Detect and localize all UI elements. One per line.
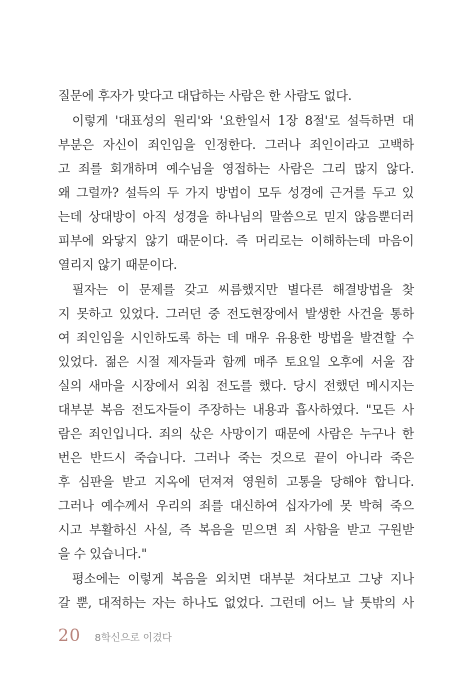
body-text-line: 평소에는 이렇게 복음을 외치면 대부분 쳐다보고 그냥 지나 xyxy=(72,571,414,586)
body-text-line: 이렇게 '대표성의 원리'와 '요한일서 1장 8절'로 설득하면 대 xyxy=(72,113,414,128)
body-text-line: 왜 그럴까? 설득의 두 가지 방법이 모두 성경에 근거를 두고 있 xyxy=(58,185,414,200)
body-text-line: 있었다. 젊은 시절 제자들과 함께 매주 토요일 오후에 서울 잠 xyxy=(58,354,414,369)
running-title: 8학신으로 이겼다 xyxy=(94,633,172,644)
body-text-line: 는데 상대방이 아직 성경을 하나님의 말씀으로 믿지 않음뿐더러 xyxy=(58,209,414,224)
body-text-line: 후 심판을 받고 지옥에 던져져 영원히 고통을 당해야 합니다. xyxy=(58,474,414,489)
body-text-line: 지 못하고 있었다. 그러던 중 전도현장에서 발생한 사건을 통하 xyxy=(58,306,414,321)
body-text-line: 람은 죄인입니다. 죄의 삯은 사망이기 때문에 사람은 누구나 한 xyxy=(58,426,414,441)
body-text-line: 피부에 와닿지 않기 때문이다. 즉 머리로는 이해하는데 마음이 xyxy=(58,233,414,248)
body-text-line: 시고 부활하신 사실, 즉 복음을 믿으면 죄 사함을 받고 구원받 xyxy=(58,522,414,537)
body-text-line: 갈 뿐, 대적하는 자는 하나도 없었다. 그런데 어느 날 툿밖의 사 xyxy=(58,595,414,610)
page-number: 20 xyxy=(58,626,81,646)
body-text-line: 부분은 자신이 죄인임을 인정한다. 그러나 죄인이라고 고백하 xyxy=(58,137,414,152)
body-text-line: 질문에 후자가 맞다고 대답하는 사람은 한 사람도 없다. xyxy=(58,88,352,103)
body-text-line: 그러나 예수께서 우리의 죄를 대신하여 십자가에 못 박혀 죽으 xyxy=(58,498,414,513)
body-text-line: 여 죄인임을 시인하도록 하는 데 매우 유용한 방법을 발견할 수 xyxy=(58,330,414,345)
body-text-line: 실의 새마을 시장에서 외침 전도를 했다. 당시 전했던 메시지는 xyxy=(58,378,414,393)
body-text-line: 고 죄를 회개하며 예수님을 영접하는 사람은 그리 많지 않다. xyxy=(58,161,414,176)
body-text-line: 번은 반드시 죽습니다. 그러나 죽는 것으로 끝이 아니라 죽은 xyxy=(58,450,414,465)
body-text-line: 필자는 이 문제를 갖고 씨름했지만 별다른 해결방법을 찾 xyxy=(72,282,414,297)
body-text-line: 열리지 않기 때문이다. xyxy=(58,257,178,272)
body-text-line: 대부분 복음 전도자들이 주장하는 내용과 흡사하였다. "모든 사 xyxy=(58,402,414,417)
page-footer xyxy=(58,626,172,650)
body-text-line: 을 수 있습니다." xyxy=(58,546,147,561)
